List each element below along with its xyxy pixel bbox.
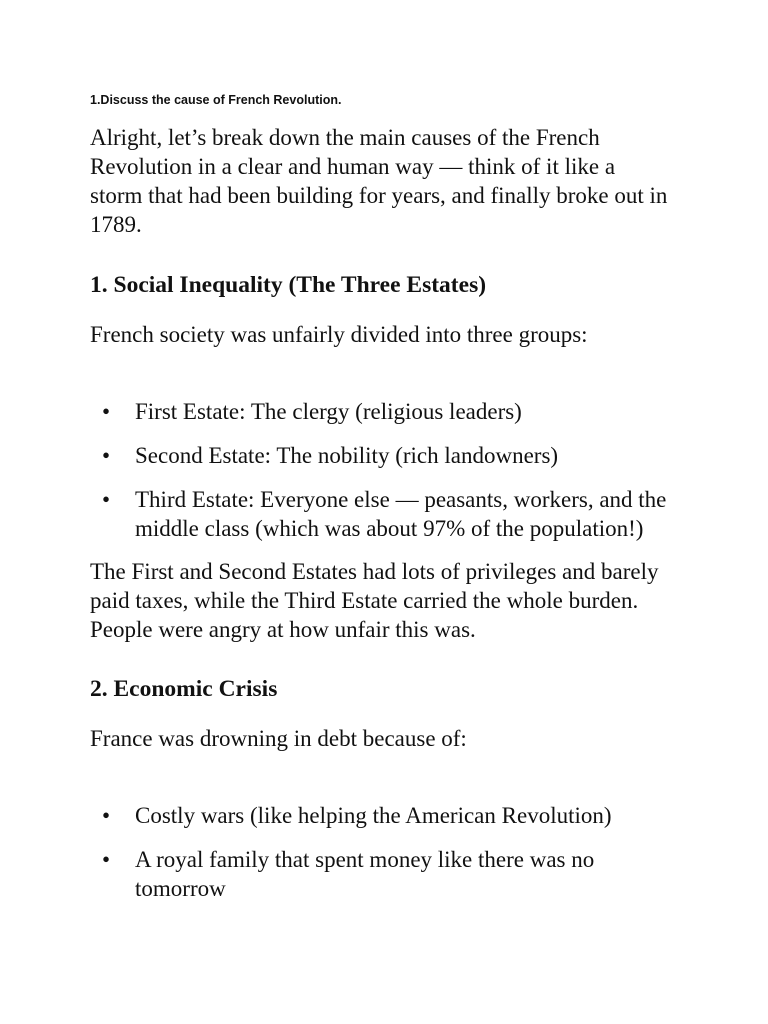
- list-item: [90, 485, 668, 543]
- bullet-icon: •: [102, 847, 111, 872]
- question-title: 1.Discuss the cause of French Revolution.: [90, 93, 342, 107]
- bullet-icon: •: [102, 399, 111, 424]
- list-item: [90, 801, 668, 830]
- list-item-text: Costly wars (like helping the American Revolution): [135, 803, 612, 828]
- section-heading-social-inequality: 1. Social Inequality (The Three Estates): [90, 272, 487, 298]
- list-item: [90, 397, 668, 426]
- list-item-text: A royal family that spent money like there was no tomorrow: [135, 847, 595, 901]
- list-item: [90, 845, 668, 903]
- bullet-icon: •: [102, 803, 111, 828]
- bullet-icon: •: [102, 487, 111, 512]
- section-heading-economic-crisis: 2. Economic Crisis: [90, 676, 278, 702]
- bullet-icon: •: [102, 443, 111, 468]
- section1-closing-paragraph: The First and Second Estates had lots of privileges and barely paid taxes, while the Third Estate carried the whole burden. People were angry at how unfair this was.: [90, 559, 659, 642]
- section2-lead-paragraph: France was drowning in debt because of:: [90, 726, 467, 751]
- section1-lead-paragraph: French society was unfairly divided into three groups:: [90, 322, 588, 347]
- list-item-text: First Estate: The clergy (religious leaders): [135, 399, 522, 424]
- intro-paragraph: Alright, let’s break down the main causes of the French Revolution in a clear and human way — think of it like a storm that had been building for years, and finally broke out in 1789.: [90, 125, 668, 237]
- debt-causes-list: [90, 801, 668, 903]
- list-item: [90, 441, 668, 470]
- estates-list: [90, 397, 668, 543]
- list-item-text: Third Estate: Everyone else — peasants, workers, and the middle class (which was about 97% of the population!): [135, 487, 667, 541]
- list-item-text: Second Estate: The nobility (rich landowners): [135, 443, 559, 468]
